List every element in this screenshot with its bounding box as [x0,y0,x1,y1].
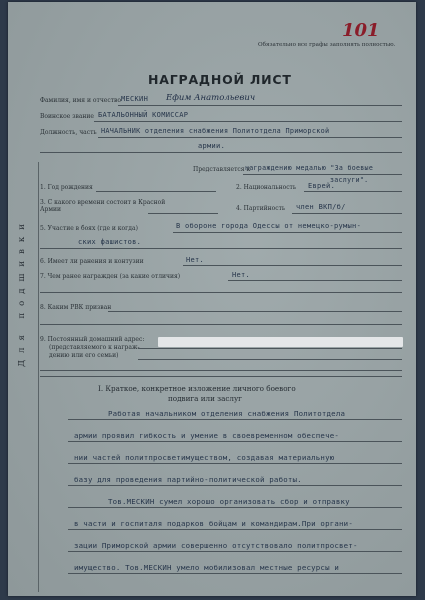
field-5-label: 5. Участие в боях (где и когда) [40,225,138,232]
field-2-value: Еврей. [308,182,336,190]
redacted-address [158,337,403,347]
merit-line: Тов.МЕСКИН сумел хорошо организовать сбор и отправку [108,497,350,506]
field-7-value: Нет. [232,271,251,279]
nominated-label: Представляется к [193,166,251,173]
field-9-label-line1: 9. Постоянный домашний адрес: [40,336,145,343]
fill-notice: Обязательно все графы заполнять полностью. [258,42,396,48]
merit-line: базу для проведения партийно-политической работы. [74,475,302,484]
merit-line: Работая начальником отделения снабжения Политотдела [108,409,346,418]
merit-line: имущество. Тов.МЕСКИН умело мобилизовал местные ресурсы и [74,563,340,572]
field-8-label: 8. Каким РВК призван [40,304,112,311]
position-value-line1: НАЧАЛЬНИК отделения снабжения Политотдела Приморской [101,127,330,135]
rank-label: Воинское звание [40,113,94,120]
field-4-value: член ВКП/б/ [296,203,346,211]
nominated-value-line1: награждению медалью "За боевые [245,164,374,172]
award-sheet [8,2,416,596]
section-heading-line2: подвига или заслуг [168,394,242,403]
binding-margin-text: Для подшивки [17,217,27,367]
field-6-label: 6. Имеет ли ранения и контузии [40,258,144,265]
binding-margin-label [12,152,32,432]
field-3-label: 3. С какого времени состоит в Красной Армии [40,199,166,213]
position-label: Должность, часть [40,129,97,136]
field-5-value-line1: В обороне города Одессы от немецко-румын- [176,222,362,230]
section-heading-line1: I. Краткое, конкретное изложение личного боевого [98,384,296,393]
nominated-value-line2: заслуги". [330,176,369,184]
field-7-label: 7. Чем ранее награжден (за какие отличия) [40,273,181,280]
handwritten-number: 101 [342,20,380,41]
field-9-label-line3: дению или его семьи) [49,352,119,359]
merit-line: зации Приморской армии совершенно отсутствовало политпросвет- [74,541,358,550]
name-label: Фамилия, имя и отчество [40,97,122,104]
field-5-value-line2: ских фашистов. [78,238,142,246]
merit-line: в части и госпиталя подарков бойцам и командирам.При органи- [74,519,353,528]
name-value: МЕСКИН [121,95,149,103]
merit-line: армии проявил гибкость и умение в своевременном обеспече- [74,431,340,440]
field-9-label-line2: (представляемого к награж- [49,344,140,351]
name-handwritten: Ефим Анатольевич [166,93,256,103]
field-4-label: 4. Партийность [236,205,286,212]
field-1-label: 1. Год рождения [40,184,93,191]
rank-value: БАТАЛЬОННЫЙ КОМИССАР [98,111,189,119]
page-title: НАГРАДНОЙ ЛИСТ [148,72,292,87]
merit-line: нии частей политпросветимуществом, создавая материальную [74,453,335,462]
margin-divider [38,162,39,592]
field-2-label: 2. Национальность [236,184,297,191]
field-6-value: Нет. [186,256,205,264]
position-value-line2: армии. [198,142,226,150]
